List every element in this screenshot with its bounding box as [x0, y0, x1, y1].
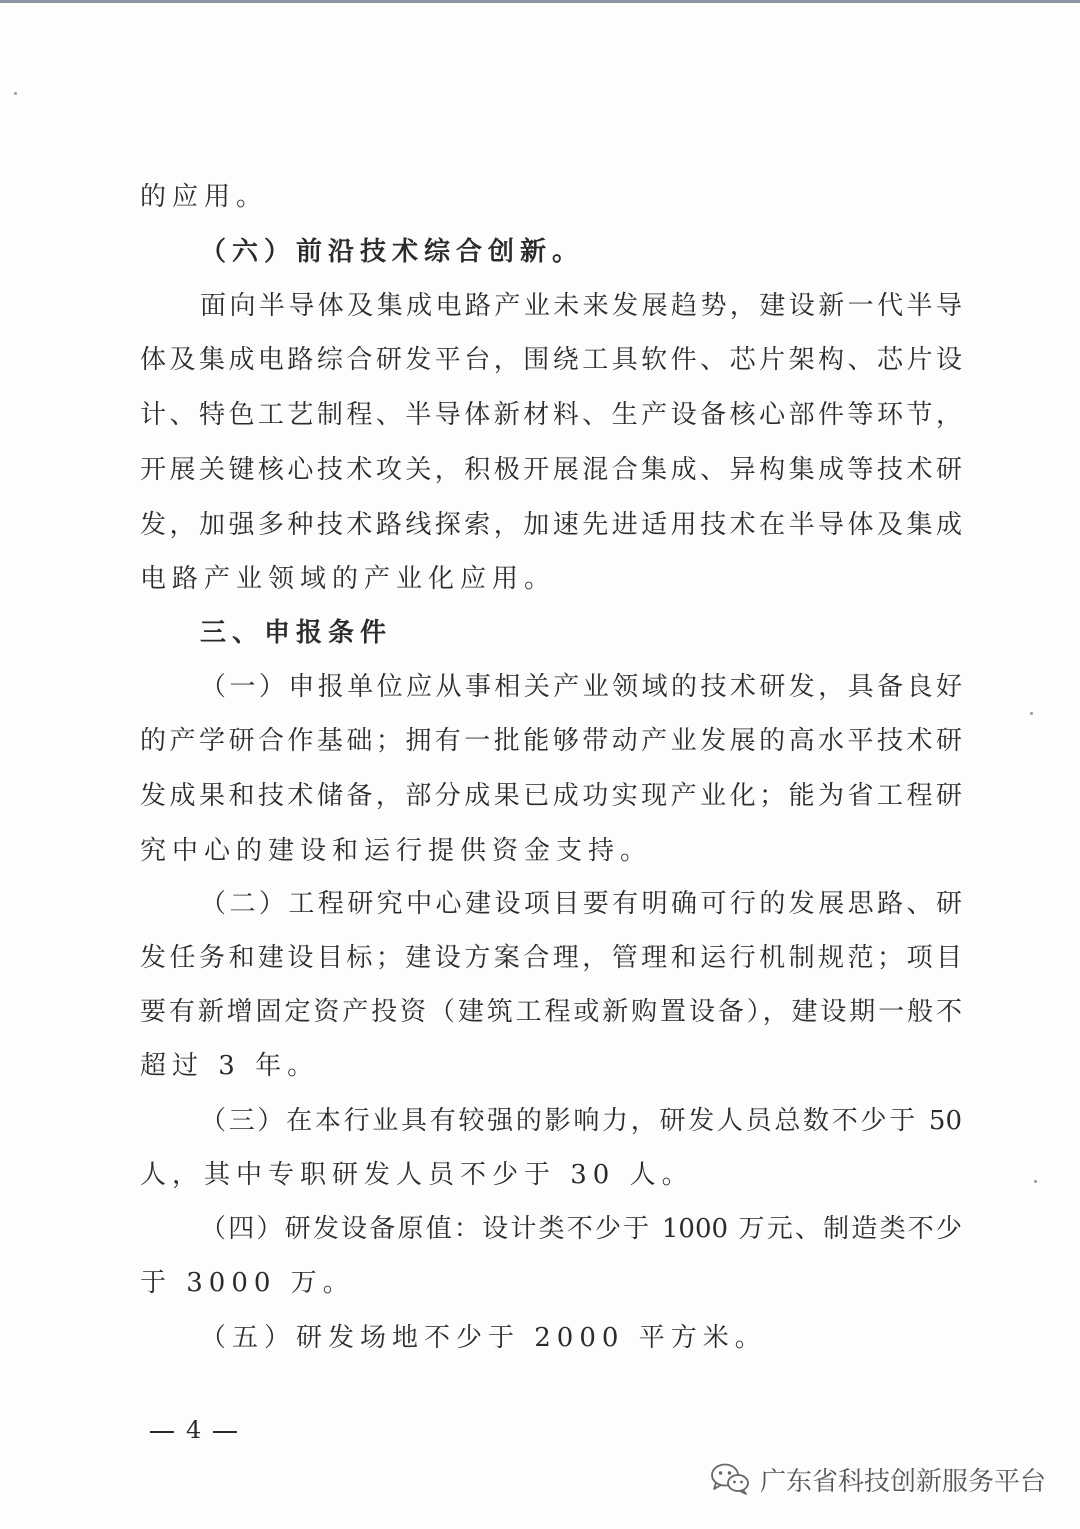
paragraph-line: （四）研发设备原值：设计类不少于 1000 万元、制造类不少 — [200, 1214, 962, 1244]
page-number-dash — [150, 1431, 174, 1433]
paragraph-line: 要有新增固定资产投资（建筑工程或新购置设备），建设期一般不 — [140, 997, 962, 1027]
scan-speck — [14, 92, 17, 95]
paragraph-line: 电路产业领域的产业化应用。 — [140, 564, 557, 594]
watermark-text: 广东省科技创新服务平台 — [759, 1466, 1046, 1497]
paragraph-line: （一）申报单位应从事相关产业领域的技术研发，具备良好 — [200, 672, 962, 702]
page-number — [138, 1412, 249, 1448]
section-heading: （六）前沿技术综合创新。 — [200, 237, 585, 267]
paragraph-line: 体及集成电路综合研发平台，围绕工具软件、芯片架构、芯片设 — [140, 345, 962, 375]
scan-speck — [1030, 712, 1033, 715]
page-number-dash — [213, 1431, 237, 1433]
section-heading: 三、申报条件 — [200, 618, 393, 648]
wechat-icon — [710, 1462, 750, 1496]
paragraph-line: 究中心的建设和运行提供资金支持。 — [140, 836, 653, 866]
paragraph-line: 面向半导体及集成电路产业未来发展趋势，建设新一代半导 — [200, 291, 962, 321]
scan-speck — [1034, 1180, 1037, 1183]
paragraph-line: 于 3000 万。 — [140, 1268, 355, 1298]
paragraph-line: （五）研发场地不少于 2000 平方米。 — [200, 1323, 767, 1353]
paragraph-line: 人，其中专职研发人员不少于 30 人。 — [140, 1160, 694, 1190]
paragraph-line: （二）工程研究中心建设项目要有明确可行的发展思路、研 — [200, 889, 962, 919]
paragraph-line: 开展关键核心技术攻关，积极开展混合集成、异构集成等技术研 — [140, 455, 962, 485]
page-number-value: 4 — [186, 1416, 202, 1444]
paragraph-line: 发成果和技术储备，部分成果已成功实现产业化；能为省工程研 — [140, 781, 962, 811]
source-watermark — [710, 1459, 1046, 1499]
paragraph-line: 的产学研合作基础；拥有一批能够带动产业发展的高水平技术研 — [140, 726, 962, 756]
paragraph-line: 发，加强多种技术路线探索，加速先进适用技术在半导体及集成 — [140, 510, 962, 540]
paragraph-line: （三）在本行业具有较强的影响力，研发人员总数不少于 50 — [200, 1106, 962, 1136]
paragraph-line: 超过 3 年。 — [140, 1051, 320, 1081]
paragraph-line: 发任务和建设目标；建设方案合理，管理和运行机制规范；项目 — [140, 943, 962, 973]
paragraph-line: 的应用。 — [140, 182, 269, 212]
paragraph-line: 计、特色工艺制程、半导体新材料、生产设备核心部件等环节， — [140, 400, 962, 430]
top-border-line — [0, 0, 1080, 3]
